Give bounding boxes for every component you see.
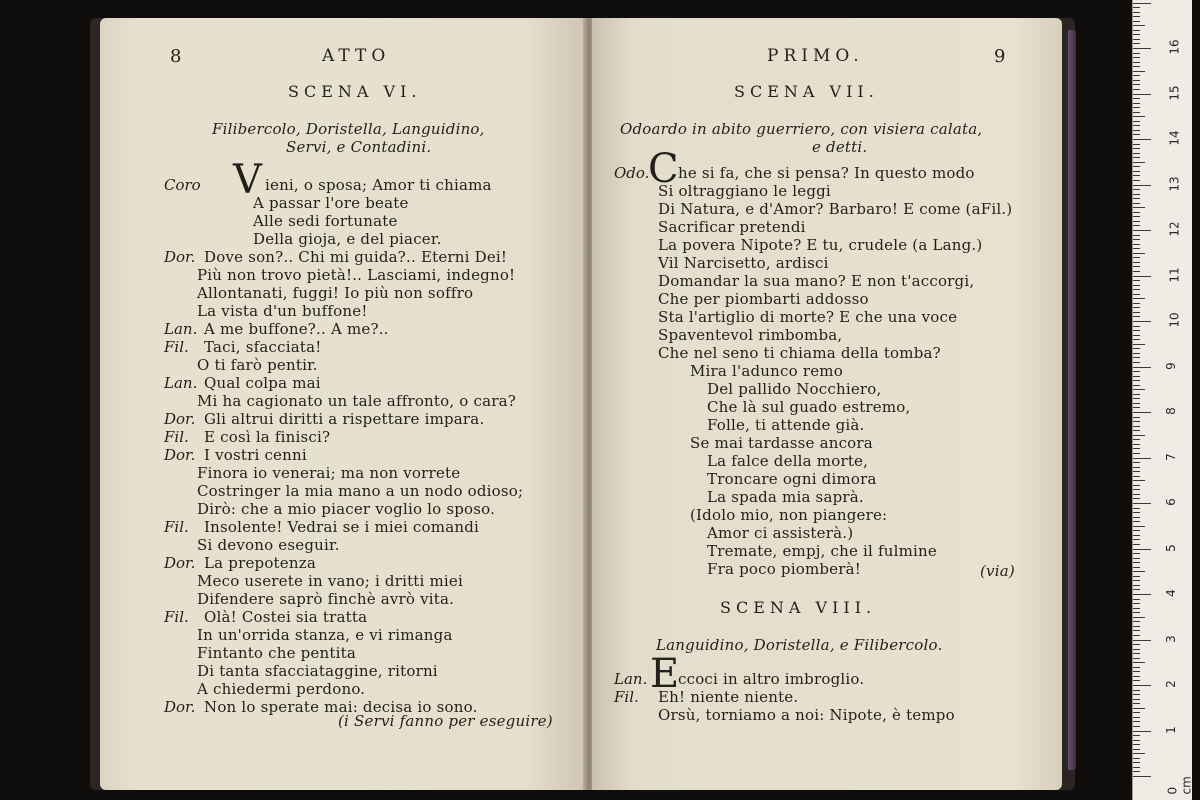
verse-line: A me buffone?.. A me?.. — [204, 320, 389, 338]
ruler-tick — [1133, 671, 1140, 672]
ruler-tick — [1133, 348, 1140, 349]
verse-line: A passar l'ore beate — [253, 194, 409, 212]
ruler-tick — [1133, 621, 1140, 622]
ruler-tick — [1133, 380, 1140, 381]
ruler-tick — [1133, 89, 1140, 90]
ruler-tick — [1133, 653, 1140, 654]
ruler-tick — [1133, 7, 1140, 8]
ruler-tick — [1133, 635, 1140, 636]
ruler-number: 14 — [1167, 130, 1182, 146]
ruler-tick — [1133, 717, 1140, 718]
ruler-tick — [1133, 626, 1140, 627]
ruler-tick — [1133, 398, 1140, 399]
ruler-tick — [1133, 544, 1140, 545]
dropcap-e: E — [650, 651, 680, 697]
ruler-tick — [1133, 508, 1140, 509]
verse-line: Qual colpa mai — [204, 374, 321, 392]
verse-line: Alle sedi fortunate — [253, 212, 398, 230]
ruler-tick — [1133, 75, 1140, 76]
ruler-tick — [1133, 303, 1140, 304]
ruler-tick — [1133, 225, 1140, 226]
speaker-lan: Lan. — [614, 670, 648, 688]
ruler-tick — [1133, 580, 1140, 581]
ruler-tick — [1133, 767, 1140, 768]
ruler-tick — [1133, 458, 1151, 459]
aria-line: La falce della morte, — [707, 452, 869, 470]
ruler-tick — [1133, 43, 1140, 44]
ruler-tick — [1133, 257, 1140, 258]
ruler-number: 3 — [1163, 634, 1178, 643]
ruler-tick — [1133, 444, 1140, 445]
ruler-tick — [1133, 703, 1140, 704]
characters-line-2: Servi, e Contadini. — [286, 138, 432, 156]
verse-line: Gli altrui diritti a rispettare impara. — [204, 410, 485, 428]
page-number-left: 8 — [170, 46, 182, 67]
ruler-number: 4 — [1163, 589, 1178, 597]
ruler-tick — [1133, 480, 1145, 481]
ruler-tick — [1133, 125, 1140, 126]
ruler-tick — [1133, 726, 1140, 727]
characters-vii-line-1: Odoardo in abito guerriero, con visiera calata, — [620, 120, 983, 138]
speaker-odo: Odo. — [614, 164, 650, 182]
scene-title-viii: SCENA VIII. — [720, 598, 877, 617]
verse-line: O ti farò pentir. — [197, 356, 318, 374]
ruler-tick — [1133, 594, 1151, 595]
ruler-tick — [1133, 462, 1140, 463]
ruler-tick — [1133, 362, 1140, 363]
ruler-tick — [1133, 439, 1140, 440]
verse-line: Meco userete in vano; i dritti miei — [197, 572, 463, 590]
ruler-tick — [1133, 762, 1140, 763]
ruler-tick — [1133, 512, 1140, 513]
aria-line: Troncare ogni dimora — [707, 470, 877, 488]
verse-line: Eh! niente niente. — [658, 688, 799, 706]
verse-line: Domandar la sua mano? E non t'accorgi, — [658, 272, 975, 290]
verse-line: Fintanto che pentita — [197, 644, 356, 662]
ruler-tick — [1133, 307, 1140, 308]
ruler-tick — [1133, 166, 1140, 167]
ruler-tick — [1133, 357, 1140, 358]
ruler-tick — [1133, 412, 1151, 413]
scene-title-vi: SCENA VI. — [288, 82, 422, 101]
ruler-number: 0 cm — [1165, 776, 1194, 795]
ruler-tick — [1133, 112, 1140, 113]
ruler-tick — [1133, 276, 1151, 277]
aria-line: Amor ci assisterà.) — [707, 524, 854, 542]
ruler-tick — [1133, 603, 1140, 604]
ruler-number: 5 — [1163, 543, 1178, 552]
ruler-tick — [1133, 21, 1140, 22]
verse-line: I vostri cenni — [204, 446, 307, 464]
ruler-number: 1 — [1163, 725, 1178, 734]
ruler-tick — [1133, 212, 1140, 213]
ruler-tick — [1133, 448, 1140, 449]
characters-line-1: Filibercolo, Doristella, Languidino, — [212, 120, 485, 138]
ruler-tick — [1133, 489, 1140, 490]
ruler-tick — [1133, 34, 1140, 35]
ruler-tick — [1133, 585, 1140, 586]
verse-line: Si devono eseguir. — [197, 536, 340, 554]
ruler-tick — [1133, 339, 1140, 340]
aria-line: Del pallido Nocchiero, — [707, 380, 882, 398]
dropcap-c: C — [648, 146, 679, 192]
speaker-label: Fil. — [164, 428, 189, 446]
ruler-tick — [1133, 589, 1140, 590]
ruler-tick — [1133, 553, 1140, 554]
verse-line: Olà! Costei sia tratta — [204, 608, 368, 626]
aria-line: Folle, ti attende già. — [707, 416, 865, 434]
measuring-ruler — [1132, 0, 1192, 800]
ruler-tick — [1133, 248, 1140, 249]
ruler-tick — [1133, 326, 1140, 327]
ruler-tick — [1133, 539, 1140, 540]
ruler-tick — [1133, 344, 1145, 345]
ruler-tick — [1133, 130, 1140, 131]
speaker-label: Lan. — [164, 320, 198, 338]
right-page — [592, 18, 1062, 790]
ruler-number: 10 — [1167, 312, 1182, 328]
ruler-tick — [1133, 467, 1140, 468]
ruler-tick — [1133, 266, 1140, 267]
verse-line: Orsù, torniamo a noi: Nipote, è tempo — [658, 706, 955, 724]
ruler-tick — [1133, 239, 1140, 240]
ruler-tick — [1133, 640, 1151, 641]
open-book — [90, 18, 1075, 790]
verse-line: In un'orrida stanza, e vi rimanga — [197, 626, 453, 644]
ruler-tick — [1133, 558, 1140, 559]
ruler-tick — [1133, 139, 1151, 140]
aria-line: Che là sul guado estremo, — [707, 398, 911, 416]
ruler-tick — [1133, 244, 1140, 245]
left-page — [100, 18, 585, 790]
ruler-number: 12 — [1167, 221, 1182, 237]
ruler-tick — [1133, 107, 1140, 108]
ruler-tick — [1133, 740, 1140, 741]
ruler-tick — [1133, 576, 1140, 577]
exit-direction: (via) — [980, 562, 1015, 580]
ruler-tick — [1133, 121, 1140, 122]
speaker-label: Fil. — [164, 338, 189, 356]
ruler-tick — [1133, 694, 1140, 695]
aria-line: Se mai tardasse ancora — [690, 434, 873, 452]
ruler-tick — [1133, 758, 1140, 759]
ruler-tick — [1133, 426, 1140, 427]
ruler-tick — [1133, 321, 1151, 322]
speaker-label: Dor. — [164, 554, 196, 572]
ruler-tick — [1133, 294, 1140, 295]
ruler-tick — [1133, 530, 1140, 531]
verse-line: Non lo sperate mai: decisa io sono. — [204, 698, 478, 716]
ruler-tick — [1133, 494, 1140, 495]
ruler-tick — [1133, 371, 1140, 372]
ruler-tick — [1133, 221, 1140, 222]
ruler-tick — [1133, 676, 1140, 677]
ruler-tick — [1133, 12, 1140, 13]
ruler-tick — [1133, 30, 1140, 31]
ruler-tick — [1133, 84, 1140, 85]
characters-vii-line-2: e detti. — [812, 138, 868, 156]
ruler-tick — [1133, 39, 1140, 40]
ruler-tick — [1133, 162, 1145, 163]
ruler-tick — [1133, 567, 1140, 568]
speaker-label: Fil. — [164, 518, 189, 536]
ruler-tick — [1133, 471, 1140, 472]
ruler-number: 11 — [1167, 266, 1182, 283]
ruler-tick — [1133, 25, 1145, 26]
running-head-right: PRIMO. — [767, 46, 864, 66]
ruler-tick — [1133, 312, 1140, 313]
ruler-tick — [1133, 230, 1151, 231]
ruler-tick — [1133, 662, 1145, 663]
speaker-label: Dor. — [164, 446, 196, 464]
ruler-tick — [1133, 298, 1145, 299]
ruler-number: 6 — [1163, 498, 1178, 506]
ruler-tick — [1133, 403, 1140, 404]
verse-line: Taci, sfacciata! — [204, 338, 322, 356]
ruler-tick — [1133, 385, 1140, 386]
verse-line: Mi ha cagionato un tale affronto, o cara? — [197, 392, 517, 410]
ruler-tick — [1133, 430, 1140, 431]
ruler-number: 16 — [1167, 39, 1182, 55]
ruler-tick — [1133, 503, 1151, 504]
ruler-tick — [1133, 335, 1140, 336]
speaker-label: Lan. — [164, 374, 198, 392]
verse-line: Insolente! Vedrai se i miei comandi — [204, 518, 479, 536]
ruler-tick — [1133, 235, 1140, 236]
speaker-label: Dor. — [164, 698, 196, 716]
ruler-tick — [1133, 207, 1145, 208]
verse-line: La prepotenza — [204, 554, 316, 572]
ruler-tick — [1133, 134, 1140, 135]
verse-line: Vil Narcisetto, ardisci — [658, 254, 829, 272]
ruler-tick — [1133, 80, 1140, 81]
ruler-tick — [1133, 16, 1140, 17]
ruler-tick — [1133, 667, 1140, 668]
verse-line: Allontanati, fuggi! Io più non soffro — [197, 284, 474, 302]
ruler-tick — [1133, 417, 1140, 418]
verse-line: Che per piombarti addosso — [658, 290, 869, 308]
ruler-tick — [1133, 189, 1140, 190]
ruler-tick — [1133, 66, 1140, 67]
ruler-tick — [1133, 435, 1145, 436]
ruler-tick — [1133, 476, 1140, 477]
ruler-tick — [1133, 280, 1140, 281]
ruler-tick — [1133, 407, 1140, 408]
ruler-tick — [1133, 535, 1140, 536]
ruler-tick — [1133, 71, 1145, 72]
ruler-tick — [1133, 94, 1151, 95]
ruler-tick — [1133, 744, 1140, 745]
ruler-number: 15 — [1167, 84, 1182, 101]
ruler-tick — [1133, 198, 1140, 199]
ruler-tick — [1133, 116, 1145, 117]
ruler-tick — [1133, 599, 1140, 600]
ruler-tick — [1133, 571, 1145, 572]
ruler-tick — [1133, 175, 1140, 176]
ruler-number: 7 — [1163, 452, 1178, 461]
verse-line: Più non trovo pietà!.. Lasciami, indegno! — [197, 266, 516, 284]
ruler-tick — [1133, 708, 1145, 709]
ruler-tick — [1133, 262, 1140, 263]
ruler-number: 2 — [1163, 680, 1178, 688]
speaker-label: Fil. — [614, 688, 639, 706]
verse-line: Spaventevol rimbomba, — [658, 326, 843, 344]
book-cover-edge — [1068, 30, 1076, 770]
ruler-tick — [1133, 453, 1140, 454]
ruler-tick — [1133, 685, 1151, 686]
ruler-tick — [1133, 649, 1140, 650]
ruler-tick — [1133, 394, 1140, 395]
verse-line: La povera Nipote? E tu, crudele (a Lang.) — [658, 236, 983, 254]
ruler-tick — [1133, 57, 1140, 58]
ruler-tick — [1133, 194, 1140, 195]
scene-title-vii: SCENA VII. — [734, 82, 879, 101]
aria-line: Mira l'adunco remo — [690, 362, 843, 380]
ruler-tick — [1133, 353, 1140, 354]
ruler-tick — [1133, 285, 1140, 286]
ruler-tick — [1133, 153, 1140, 154]
ruler-tick — [1133, 3, 1151, 4]
stage-direction-servi: (i Servi fanno per eseguire) — [338, 712, 553, 730]
coro-first-line: ieni, o sposa; Amor ti chiama — [265, 176, 492, 194]
dropcap-v: V — [233, 157, 262, 203]
ruler-number: 8 — [1163, 407, 1178, 415]
ruler-tick — [1133, 690, 1140, 691]
speaker-coro: Coro — [164, 176, 201, 194]
verse-line: Costringer la mia mano a un nodo odioso; — [197, 482, 524, 500]
aria-line: La spada mia saprà. — [707, 488, 864, 506]
ruler-tick — [1133, 216, 1140, 217]
ruler-tick — [1133, 53, 1140, 54]
ruler-tick — [1133, 421, 1140, 422]
verse-line: Di Natura, e d'Amor? Barbaro! E come (aFil.) — [658, 200, 1013, 218]
verse-line: Che nel seno ti chiama della tomba? — [658, 344, 941, 362]
ruler-tick — [1133, 203, 1140, 204]
ruler-tick — [1133, 48, 1151, 49]
ruler-tick — [1133, 171, 1140, 172]
verse-line: Sta l'artiglio di morte? E che una voce — [658, 308, 958, 326]
ruler-tick — [1133, 316, 1140, 317]
speaker-label: Fil. — [164, 608, 189, 626]
ruler-tick — [1133, 517, 1140, 518]
ruler-tick — [1133, 157, 1140, 158]
verse-line: Dirò: che a mio piacer voglio lo sposo. — [197, 500, 496, 518]
ruler-tick — [1133, 617, 1145, 618]
verse-line: La vista d'un buffone! — [197, 302, 368, 320]
ruler-tick — [1133, 144, 1140, 145]
ruler-tick — [1133, 753, 1145, 754]
ruler-tick — [1133, 103, 1140, 104]
verse-line: E così la finisci? — [204, 428, 331, 446]
ruler-tick — [1133, 498, 1140, 499]
page-number-right: 9 — [994, 46, 1006, 67]
verse-line: Finora io venerai; ma non vorrete — [197, 464, 461, 482]
ruler-tick — [1133, 771, 1140, 772]
ruler-tick — [1133, 608, 1140, 609]
ruler-tick — [1133, 612, 1140, 613]
ruler-tick — [1133, 644, 1140, 645]
characters-viii: Languidino, Doristella, e Filibercolo. — [656, 636, 943, 654]
ruler-tick — [1133, 731, 1151, 732]
verse-line: Si oltraggiano le leggi — [658, 182, 831, 200]
ruler-tick — [1133, 526, 1145, 527]
ruler-tick — [1133, 699, 1140, 700]
ruler-tick — [1133, 185, 1151, 186]
ruler-tick — [1133, 148, 1140, 149]
odo-first-line: he si fa, che si pensa? In questo modo — [678, 164, 975, 182]
ruler-tick — [1133, 776, 1151, 777]
ruler-tick — [1133, 62, 1140, 63]
verse-line: Sacrificar pretendi — [658, 218, 806, 236]
ruler-tick — [1133, 735, 1140, 736]
aria-line: Fra poco piomberà! — [707, 560, 861, 578]
ruler-tick — [1133, 180, 1140, 181]
lan-first-line: ccoci in altro imbroglio. — [678, 670, 865, 688]
ruler-number: 13 — [1167, 175, 1182, 192]
ruler-tick — [1133, 562, 1140, 563]
ruler-tick — [1133, 749, 1140, 750]
speaker-label: Dor. — [164, 410, 196, 428]
ruler-tick — [1133, 549, 1151, 550]
verse-line: Di tanta sfacciataggine, ritorni — [197, 662, 438, 680]
verse-line: Difendere saprò finchè avrò vita. — [197, 590, 455, 608]
ruler-tick — [1133, 630, 1140, 631]
ruler-tick — [1133, 521, 1140, 522]
ruler-tick — [1133, 389, 1145, 390]
ruler-tick — [1133, 330, 1140, 331]
ruler-tick — [1133, 721, 1140, 722]
aria-line: (Idolo mio, non piangere: — [690, 506, 888, 524]
speaker-label: Dor. — [164, 248, 196, 266]
ruler-tick — [1133, 289, 1140, 290]
ruler-tick — [1133, 485, 1140, 486]
ruler-tick — [1133, 98, 1140, 99]
ruler-tick — [1133, 658, 1140, 659]
ruler-tick — [1133, 367, 1151, 368]
ruler-tick — [1133, 712, 1140, 713]
ruler-tick — [1133, 680, 1140, 681]
verse-line: Della gioja, e del piacer. — [253, 230, 442, 248]
aria-line: Tremate, empj, che il fulmine — [707, 542, 937, 560]
ruler-tick — [1133, 376, 1140, 377]
verse-line: Dove son?.. Chi mi guida?.. Eterni Dei! — [204, 248, 508, 266]
verse-line: A chiedermi perdono. — [197, 680, 366, 698]
running-head-left: ATTO — [322, 46, 391, 66]
ruler-tick — [1133, 253, 1145, 254]
ruler-tick — [1133, 271, 1140, 272]
ruler-number: 9 — [1163, 361, 1178, 370]
